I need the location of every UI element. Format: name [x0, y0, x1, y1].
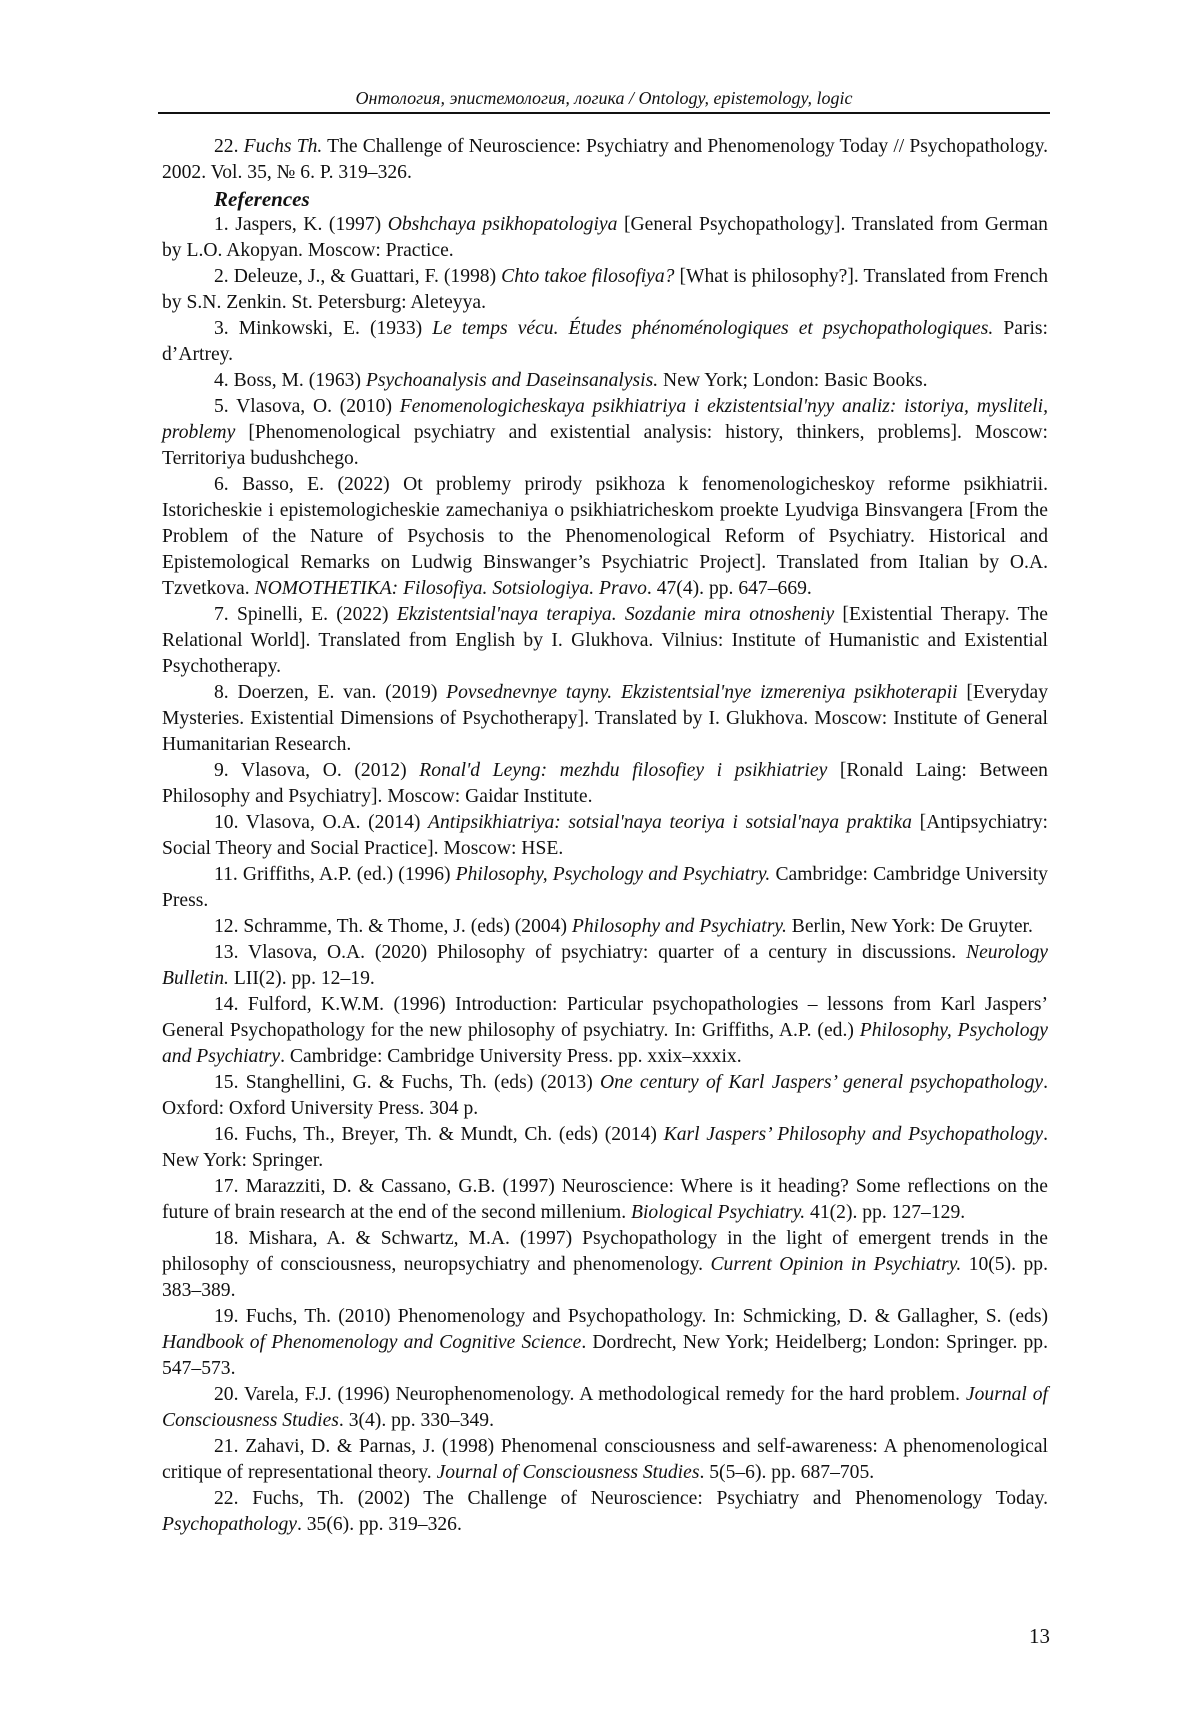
reference-item	[162, 758, 1048, 810]
ref-italic: Neurology Bulletin.	[162, 942, 1048, 989]
ref-post: . Oxford: Oxford University Press. 304 p.	[162, 1072, 1048, 1119]
reference-item	[162, 1070, 1048, 1122]
references-list	[162, 212, 1048, 1538]
ref-italic: Journal of Consciousness Studies	[436, 1462, 700, 1483]
ref-italic: One century of Karl Jaspers’ general psychopathology	[600, 1072, 1044, 1093]
ref-pre: 7. Spinelli, E. (2022)	[214, 604, 397, 625]
ref-italic: Philosophy, Psychology and Psychiatry.	[455, 864, 771, 885]
ref-post: . 47(4). pp. 647–669.	[646, 578, 812, 599]
reference-item	[162, 680, 1048, 758]
running-head: Онтология, эпистемология, логика / Ontology, epistemology, logic	[355, 88, 853, 108]
ref-pre: 11. Griffiths, A.P. (ed.) (1996)	[214, 864, 456, 885]
ref-pre: 12. Schramme, Th. & Thome, J. (eds) (2004)	[214, 916, 572, 937]
ref-post: [What is philosophy?]. Translated from French by S.N. Zenkin. St. Petersburg: Aleteyya.	[162, 266, 1048, 313]
ref-post: . Cambridge: Cambridge University Press. pp. xxix–xxxix.	[280, 1046, 742, 1067]
ref-italic: Fenomenologicheskaya psikhiatriya i ekzistentsial'nyy analiz: istoriya, mysliteli, problemy	[162, 396, 1048, 443]
reference-item	[162, 992, 1048, 1070]
ref-italic: Biological Psychiatry.	[631, 1202, 806, 1223]
references-heading: References	[214, 187, 310, 211]
ref-pre: 16. Fuchs, Th., Breyer, Th. & Mundt, Ch. (eds) (2014)	[214, 1124, 664, 1145]
ref-pre: 4. Boss, M. (1963)	[214, 370, 366, 391]
ref-italic: Antipsikhiatriya: sotsial'naya teoriya i sotsial'naya praktika	[428, 812, 912, 833]
reference-item	[162, 472, 1048, 602]
ref-post: LII(2). pp. 12–19.	[228, 968, 375, 989]
ref-italic: Le temps vécu. Études phénoménologiques et psychopathologiques.	[432, 318, 994, 339]
ref-italic: Handbook of Phenomenology and Cognitive Science	[162, 1332, 582, 1353]
ref-pre: 13. Vlasova, O.A. (2020) Philosophy of psychiatry: quarter of a century in discussions.	[214, 942, 966, 963]
ref-post: Berlin, New York: De Gruyter.	[786, 916, 1033, 937]
ref-post: [Phenomenological psychiatry and existential analysis: history, thinkers, problems]. Moscow: Territoriya budushchego.	[162, 422, 1048, 469]
ref-italic: Psychopathology	[162, 1514, 297, 1535]
ref-pre: 8. Doerzen, E. van. (2019)	[214, 682, 447, 703]
ref-post: Paris: d’Artrey.	[162, 318, 1048, 365]
ref-pre: 22.	[214, 136, 244, 157]
ref-pre: 19. Fuchs, Th. (2010) Phenomenology and Psychopathology. In: Schmicking, D. & Gallagher, S. (eds)	[214, 1306, 1048, 1327]
reference-item	[162, 940, 1048, 992]
header-rule	[158, 112, 1050, 114]
reference-item	[162, 368, 1048, 394]
ref-post: 10(5). pp. 383–389.	[162, 1254, 1048, 1301]
ref-pre: 20. Varela, F.J. (1996) Neurophenomenology. A methodological remedy for the hard problem.	[214, 1384, 966, 1405]
ref-pre: 2. Deleuze, J., & Guattari, F. (1998)	[214, 266, 502, 287]
ref-post: 41(2). pp. 127–129.	[805, 1202, 966, 1223]
reference-item	[162, 1304, 1048, 1382]
ref-pre: 9. Vlasova, O. (2012)	[214, 760, 420, 781]
ref-pre: 21. Zahavi, D. & Parnas, J. (1998) Phenomenal consciousness and self-awareness: A phenomenological critique of representational theory.	[162, 1436, 1048, 1483]
reference-item	[162, 1434, 1048, 1486]
ref-italic: Obshchaya psikhopatologiya	[387, 214, 618, 235]
reference-item	[162, 264, 1048, 316]
reference-item	[162, 602, 1048, 680]
reference-item	[162, 394, 1048, 472]
ref-post: . Dordrecht, New York; Heidelberg; London: Springer. pp. 547–573.	[162, 1332, 1048, 1379]
ref-italic: Chto takoe filosofiya?	[501, 266, 675, 287]
ref-post: . New York: Springer.	[162, 1124, 1048, 1171]
reference-item	[162, 316, 1048, 368]
reference-item	[162, 1174, 1048, 1226]
ref-pre: 1. Jaspers, K. (1997)	[214, 214, 388, 235]
reference-item	[162, 810, 1048, 862]
reference-item	[162, 1122, 1048, 1174]
ref-pre: 14. Fulford, K.W.M. (1996) Introduction: Particular psychopathologies – lessons from Karl Jaspers’ General Psychopathology for the new philosophy of psychiatry. In: Griffiths, A.P. (ed.)	[162, 994, 1048, 1041]
ref-italic: Psychoanalysis and Daseinsanalysis.	[365, 370, 659, 391]
ref-post: [Existential Therapy. The Relational World]. Translated from English by I. Glukhova. Vilnius: Institute of Humanistic and Existential Psychotherapy.	[162, 604, 1048, 677]
ref-pre: 17. Marazziti, D. & Cassano, G.B. (1997) Neuroscience: Where is it heading? Some reflections on the future of brain research at the end of the second millenium.	[162, 1176, 1048, 1223]
ref-italic: Journal of Consciousness Studies	[162, 1384, 1048, 1431]
reference-item	[162, 1486, 1048, 1538]
ref-pre: 3. Minkowski, E. (1933)	[214, 318, 433, 339]
ref-pre: 15. Stanghellini, G. & Fuchs, Th. (eds) (2013)	[214, 1072, 601, 1093]
ref-italic: Karl Jaspers’ Philosophy and Psychopathology	[663, 1124, 1044, 1145]
ref-italic: Ekzistentsial'naya terapiya. Sozdanie mira otnosheniy	[396, 604, 835, 625]
reference-item	[162, 914, 1048, 940]
ref-pre: 10. Vlasova, O.A. (2014)	[214, 812, 428, 833]
reference-item	[162, 1382, 1048, 1434]
ref-post: [General Psychopathology]. Translated from German by L.O. Akopyan. Moscow: Practice.	[162, 214, 1048, 261]
ref-post: New York; London: Basic Books.	[658, 370, 928, 391]
ref-pre: 18. Mishara, A. & Schwartz, M.A. (1997) Psychopathology in the light of emergent trends in the philosophy of consciousness, neuropsychiatry and phenomenology.	[162, 1228, 1048, 1275]
ref-post: [Everyday Mysteries. Existential Dimensions of Psychotherapy]. Translated by I. Glukhova. Moscow: Institute of General Humanitarian Research.	[162, 682, 1048, 755]
ref-italic: NOMOTHETIKA: Filosofiya. Sotsiologiya. Pravo	[254, 578, 647, 599]
reference-item	[162, 862, 1048, 914]
ref-post: . 35(6). pp. 319–326.	[296, 1514, 462, 1535]
ref-post: Cambridge: Cambridge University Press.	[162, 864, 1048, 911]
ref-italic: Philosophy, Psychology and Psychiatry	[162, 1020, 1048, 1067]
ref-post: [Ronald Laing: Between Philosophy and Psychiatry]. Moscow: Gaidar Institute.	[162, 760, 1048, 807]
page-body	[162, 134, 1048, 1538]
prior-reference-item	[162, 134, 1048, 186]
ref-pre: 5. Vlasova, O. (2010)	[214, 396, 400, 417]
ref-pre: 22. Fuchs, Th. (2002) The Challenge of Neuroscience: Psychiatry and Phenomenology Today.	[214, 1488, 1048, 1509]
ref-post: The Challenge of Neuroscience: Psychiatry and Phenomenology Today // Psychopathology. 2002. Vol. 35, № 6. P. 319–326.	[162, 136, 1049, 183]
reference-item	[162, 212, 1048, 264]
ref-italic: Fuchs Th.	[243, 136, 323, 157]
ref-pre: 6. Basso, E. (2022) Ot problemy prirody psikhoza k fenomenologicheskoy reforme psikhiatrii. Istoricheskie i epistemologicheskie zamechaniya o psikhiatricheskom proekte Lyudviga Binsvangera [From the Problem of the Nature of Psychosis to the Phenomenological Reform of Psychiatry. Historical and Epistemological Remarks on Ludwig Binswanger’s Psychiatric Project]. Translated from Italian by O.A. Tzvetkova.	[162, 474, 1048, 599]
ref-italic: Ronal'd Leyng: mezhdu filosofiey i psikhiatriey	[419, 760, 828, 781]
ref-post: . 3(4). pp. 330–349.	[338, 1410, 494, 1431]
ref-italic: Povsednevnye tayny. Ekzistentsial'nye izmereniya psikhoterapii	[446, 682, 958, 703]
ref-post: [Antipsychiatry: Social Theory and Social Practice]. Moscow: HSE.	[162, 812, 1048, 859]
reference-item	[162, 1226, 1048, 1304]
page-number: 13	[1029, 1624, 1050, 1648]
ref-post: . 5(5–6). pp. 687–705.	[699, 1462, 875, 1483]
ref-italic: Philosophy and Psychiatry.	[571, 916, 787, 937]
ref-italic: Current Opinion in Psychiatry.	[710, 1254, 962, 1275]
